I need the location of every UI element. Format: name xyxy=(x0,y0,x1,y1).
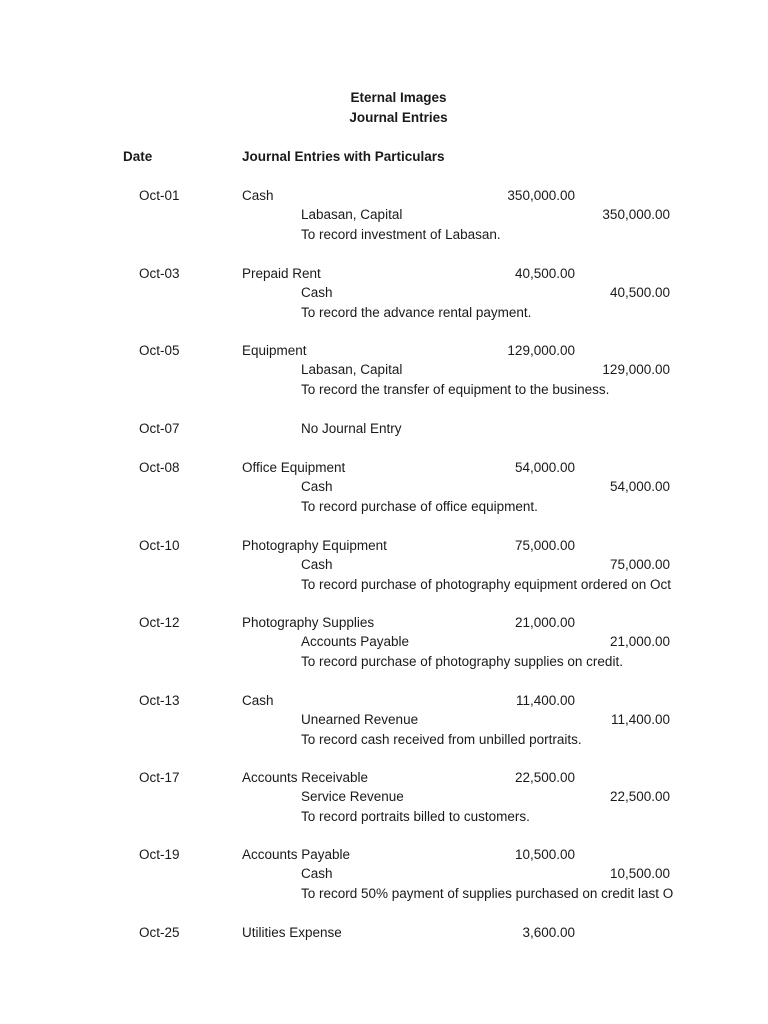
credit-account: Labasan, Capital xyxy=(301,207,403,222)
credit-account: Unearned Revenue xyxy=(301,712,419,727)
entry-date: Oct-13 xyxy=(139,693,180,708)
journal-entry xyxy=(0,341,768,401)
entry-date: Oct-03 xyxy=(139,266,180,281)
entry-memo: To record purchase of office equipment. xyxy=(301,499,538,514)
debit-amount: 54,000.00 xyxy=(514,460,575,475)
debit-account: Cash xyxy=(242,693,274,708)
journal-entry xyxy=(0,264,768,324)
entry-memo: To record the advance rental payment. xyxy=(301,305,532,320)
journal-entry xyxy=(0,923,768,983)
date-column-header: Date xyxy=(123,149,153,164)
entry-date: Oct-17 xyxy=(139,770,180,785)
debit-account: Cash xyxy=(242,188,274,203)
debit-amount: 3,600.00 xyxy=(522,925,575,940)
journal-entry xyxy=(0,186,768,246)
entry-date: Oct-12 xyxy=(139,615,180,630)
credit-amount: 75,000.00 xyxy=(609,557,670,572)
entry-date: Oct-10 xyxy=(139,538,180,553)
entry-memo: To record portraits billed to customers. xyxy=(301,809,530,824)
journal-entry xyxy=(0,845,768,905)
credit-account: Cash xyxy=(301,557,333,572)
credit-amount: 11,400.00 xyxy=(610,712,670,727)
entry-date: Oct-25 xyxy=(139,925,180,940)
credit-account: Service Revenue xyxy=(301,789,404,804)
report-title: Journal Entries xyxy=(349,110,448,125)
debit-account: Office Equipment xyxy=(242,460,346,475)
debit-amount: 129,000.00 xyxy=(507,343,575,358)
entry-memo: To record the transfer of equipment to the business. xyxy=(301,382,610,397)
debit-amount: 75,000.00 xyxy=(514,538,575,553)
debit-amount: 40,500.00 xyxy=(514,266,575,281)
entry-date: Oct-05 xyxy=(139,343,180,358)
credit-amount: 22,500.00 xyxy=(609,789,670,804)
debit-amount: 21,000.00 xyxy=(514,615,575,630)
entry-date: Oct-07 xyxy=(139,421,180,436)
particulars-column-header: Journal Entries with Particulars xyxy=(242,149,445,164)
credit-amount: 21,000.00 xyxy=(609,634,670,649)
journal-entry xyxy=(0,768,768,828)
credit-account: Cash xyxy=(301,479,333,494)
no-entry-note: No Journal Entry xyxy=(301,421,402,436)
debit-amount: 22,500.00 xyxy=(514,770,575,785)
journal-entry xyxy=(0,458,768,518)
credit-account: Labasan, Capital xyxy=(301,362,403,377)
credit-amount: 40,500.00 xyxy=(609,285,670,300)
debit-amount: 10,500.00 xyxy=(514,847,575,862)
credit-amount: 10,500.00 xyxy=(609,866,670,881)
credit-amount: 54,000.00 xyxy=(609,479,670,494)
credit-account: Cash xyxy=(301,866,333,881)
credit-amount: 129,000.00 xyxy=(602,362,670,377)
entry-memo: To record purchase of photography supplies on credit. xyxy=(301,654,623,669)
journal-entry xyxy=(0,613,768,673)
entry-memo: To record cash received from unbilled portraits. xyxy=(301,732,582,747)
debit-account: Photography Supplies xyxy=(242,615,375,630)
entry-memo: To record purchase of photography equipment ordered on Oct xyxy=(301,577,671,592)
entry-date: Oct-08 xyxy=(139,460,180,475)
entry-date: Oct-19 xyxy=(139,847,180,862)
company-name: Eternal Images xyxy=(350,90,447,105)
debit-account: Accounts Receivable xyxy=(242,770,369,785)
journal-entry xyxy=(0,536,768,596)
debit-account: Accounts Payable xyxy=(242,847,351,862)
debit-amount: 11,400.00 xyxy=(515,693,575,708)
debit-account: Equipment xyxy=(242,343,307,358)
debit-account: Photography Equipment xyxy=(242,538,387,553)
entry-memo: To record investment of Labasan. xyxy=(301,227,501,242)
entry-memo: To record 50% payment of supplies purchased on credit last O xyxy=(301,886,674,901)
journal-entry xyxy=(0,691,768,751)
credit-amount: 350,000.00 xyxy=(602,207,670,222)
credit-account: Cash xyxy=(301,285,333,300)
debit-account: Prepaid Rent xyxy=(242,266,321,281)
debit-amount: 350,000.00 xyxy=(507,188,575,203)
entry-date: Oct-01 xyxy=(139,188,180,203)
credit-account: Accounts Payable xyxy=(301,634,410,649)
debit-account: Utilities Expense xyxy=(242,925,342,940)
